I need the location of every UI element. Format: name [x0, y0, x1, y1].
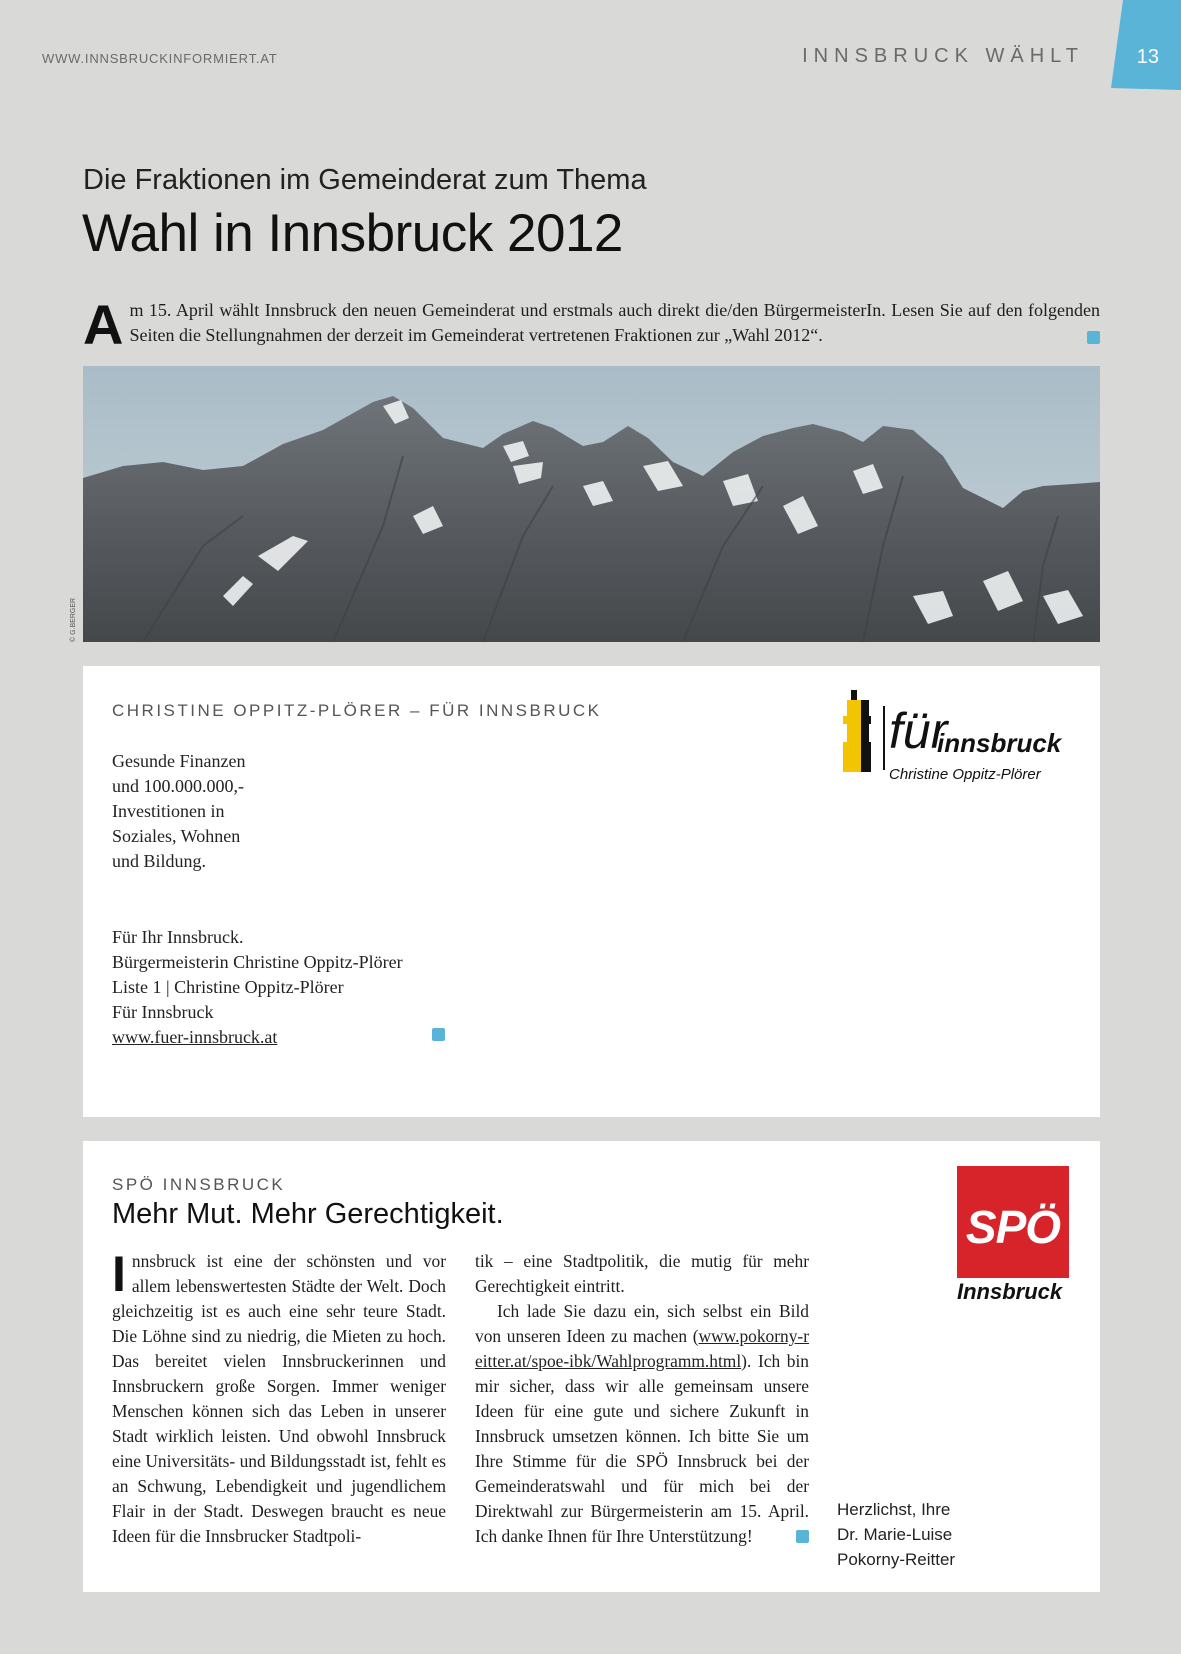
box2-signature [837, 1497, 955, 1572]
tower-icon [839, 690, 879, 782]
end-marker-icon [1087, 331, 1100, 344]
spoe-logo-subline: Innsbruck [957, 1279, 1063, 1304]
logo-subline: Christine Oppitz-Plörer [889, 766, 1041, 783]
box1-label: CHRISTINE OPPITZ-PLÖRER – FÜR INNSBRUCK [112, 701, 602, 720]
intro-text: m 15. April wählt Innsbruck den neuen Gemeinderat und erstmals auch direkt die/den BürgermeisterIn. Lesen Sie auf den folgenden Seiten die Stellungnahmen der derzeit im Gemeinderat vertretenen Fraktionen zur „Wahl 2012“. [129, 300, 1100, 345]
box2-label: SPÖ INNSBRUCK [112, 1175, 286, 1194]
box2-col2-p2: Ich lade Sie dazu ein, sich selbst ein Bild von unseren Ideen zu machen (www.pokorny-reitter.at/spoe-ibk/Wahlprogramm.html). Ich bin mir sicher, dass wir alle gemeinsam unsere Ideen für eine gute und sichere Zukunft in Innsbruck umsetzen können. Ich bitte Sie um Ihre Stimme für die SPÖ Innsbruck bei der Gemeinderatswahl und für mich bei der Direktwahl zur Bürgermeisterin am 15. April. Ich danke Ihnen für Ihre Unterstützung! [475, 1301, 809, 1546]
site-url: WWW.INNSBRUCKINFORMIERT.AT [42, 51, 278, 66]
box1-sign-line: Bürgermeisterin Christine Oppitz-Plörer [112, 952, 403, 972]
section-title: INNSBRUCK WÄHLT [802, 45, 1084, 67]
box2-col1-text: nnsbruck ist eine der schönsten und vor allem lebenswertesten Städte der Welt. Doch gleichzeitig ist es auch eine sehr teure Stadt. Die Löhne sind zu niedrig, die Mieten zu hoch. Das bereitet vielen Innsbruckerinnen und Innsbruckern große Sorgen. Immer weniger Menschen können sich das Leben in unserer Stadt wirklich leisten. Und obwohl Innsbruck eine Universitäts- und Bildungsstadt ist, fehlt es an Schwung, Lebendigkeit und jugendlichem Flair in der Stadt. Deswegen braucht es neue Ideen für die Innsbrucker Stadtpoli- [112, 1251, 446, 1546]
box1-line: Gesunde Finanzen [112, 751, 246, 771]
box1-sign-line: Liste 1 | Christine Oppitz-Plörer [112, 977, 344, 997]
box2-column-1 [112, 1246, 446, 1549]
end-marker-icon [432, 1028, 445, 1041]
signature-line: Pokorny-Reitter [837, 1550, 956, 1569]
spoe-program-link[interactable]: www.pokorny-reitter.at/spoe-ibk/Wahlprogramm.html [475, 1326, 809, 1371]
page-number-tab [1109, 0, 1181, 90]
page-number: 13 [1136, 46, 1159, 68]
box1-line: Investitionen in [112, 801, 225, 821]
box1-line: und Bildung. [112, 851, 207, 871]
box2-dropcap: I [112, 1246, 126, 1302]
box1-line: und 100.000.000,- [112, 776, 244, 796]
fuer-innsbruck-logo [831, 688, 1091, 788]
box2-column-2 [475, 1249, 809, 1549]
box2-headline: Mehr Mut. Mehr Gerechtigkeit. [112, 1198, 504, 1230]
box1-line: Soziales, Wohnen [112, 826, 241, 846]
spoe-logo-text: SPÖ [965, 1201, 1061, 1253]
article-headline: Wahl in Innsbruck 2012 [82, 204, 623, 263]
box2-col2-p1: tik – eine Stadtpolitik, die mutig für mehr Gerechtigkeit eintritt. [475, 1251, 809, 1296]
signature-line: Dr. Marie-Luise [837, 1525, 953, 1544]
photo-credit: © G.BERGER [70, 597, 77, 642]
article-kicker: Die Fraktionen im Gemeinderat zum Thema [83, 164, 647, 196]
box1-signature [112, 925, 472, 1050]
intro-paragraph [83, 293, 1100, 356]
box1-sign-line: Für Innsbruck [112, 1002, 214, 1022]
intro-dropcap: A [83, 293, 124, 356]
end-marker-icon [796, 1530, 809, 1543]
logo-word-fuer: für [889, 703, 948, 759]
signature-line: Herzlichst, Ihre [837, 1500, 951, 1519]
mountain-photo [83, 366, 1100, 642]
logo-word-innsbruck: innsbruck [937, 728, 1062, 758]
box1-sign-line: Für Ihr Innsbruck. [112, 927, 244, 947]
fuer-innsbruck-link[interactable]: www.fuer-innsbruck.at [112, 1027, 278, 1047]
box1-paragraph [112, 749, 412, 874]
